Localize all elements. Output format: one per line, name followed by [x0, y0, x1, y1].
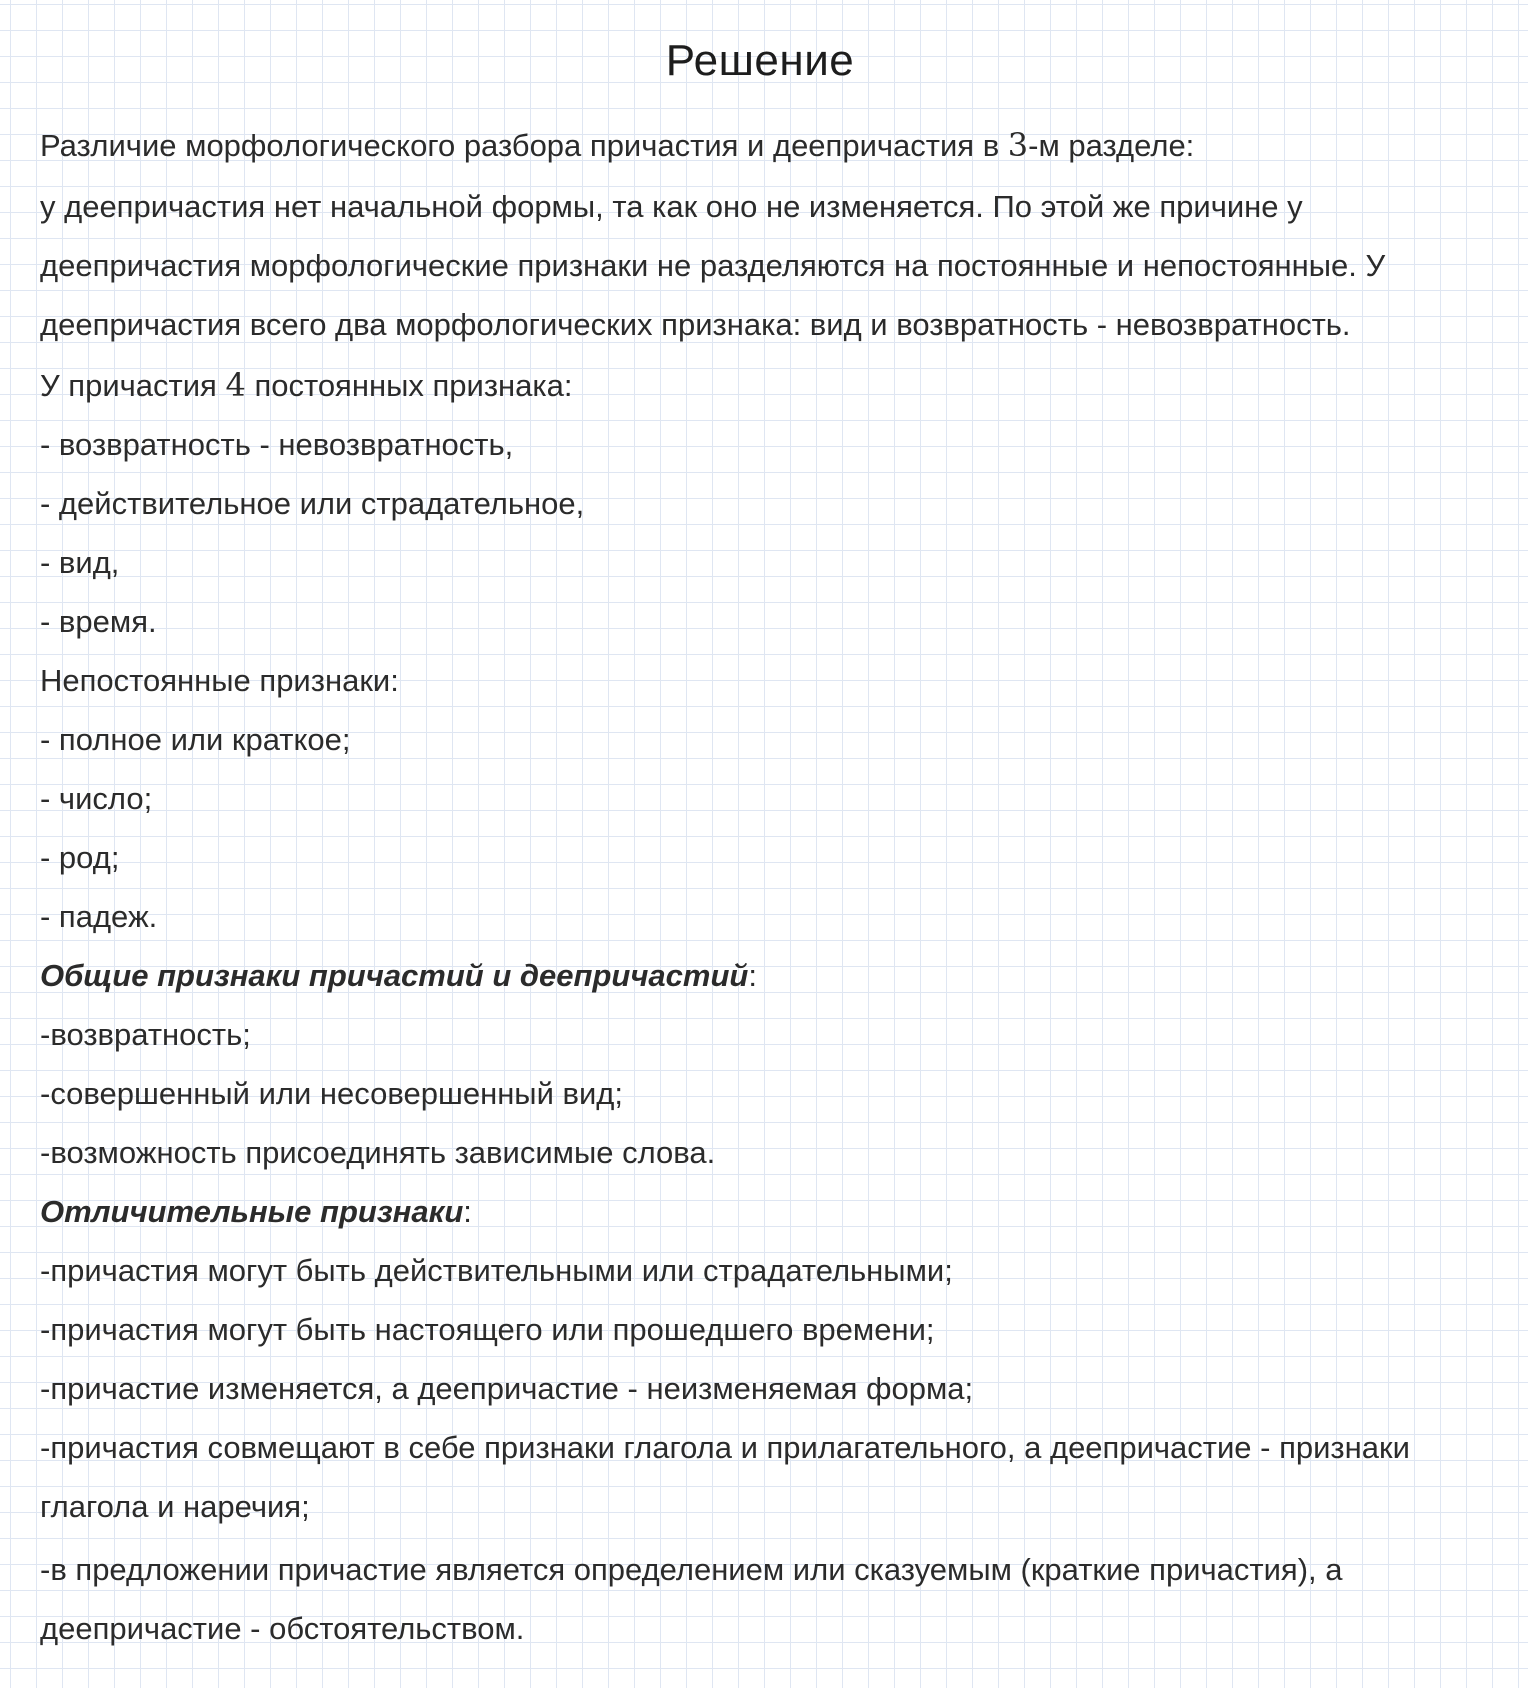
- list-item: - род;: [40, 840, 120, 875]
- list-item: -совершенный или несовершенный вид;: [40, 1076, 624, 1111]
- list-item: - полное или краткое;: [40, 722, 351, 757]
- constant-text-start: У причастия: [40, 368, 226, 403]
- page-title: Решение: [665, 36, 855, 85]
- intro-line: [40, 114, 1480, 177]
- list-item: -возвратность;: [40, 1017, 251, 1052]
- constant-text-end: постоянных признака:: [245, 368, 573, 403]
- list-item: -в предложении причастие является определением или сказуемым (краткие причастия), а деепричастие - обстоятельством.: [40, 1552, 1343, 1646]
- distinct-features-heading: [40, 1182, 1480, 1241]
- common-heading-text: Общие признаки причастий и деепричастий: [40, 958, 749, 993]
- list-item: - число;: [40, 781, 153, 816]
- list-item: -причастия могут быть действительными или страдательными;: [40, 1253, 953, 1288]
- list-item: -причастия могут быть настоящего или прошедшего времени;: [40, 1312, 935, 1347]
- list-item: - время.: [40, 604, 157, 639]
- distinct-heading-text: Отличительные признаки: [40, 1194, 464, 1229]
- list-item: - возвратность - невозвратность,: [40, 427, 514, 462]
- intro-number: 3: [1007, 126, 1029, 164]
- list-item: -причастия совмещают в себе признаки глагола и прилагательного, а деепричастие - признаки глагола и наречия;: [40, 1430, 1410, 1524]
- common-heading-colon: :: [748, 958, 757, 993]
- distinct-heading-colon: :: [463, 1194, 472, 1229]
- intro-text-start: Различие морфологического разбора причастия и деепричастия в: [40, 128, 1008, 163]
- variable-features-heading: Непостоянные признаки:: [40, 663, 399, 698]
- paragraph-gerund-features: у деепричастия нет начальной формы, та как оно не изменяется. По этой же причине у деепричастия морфологические признаки не разделяются на постоянные и непостоянные. У деепричастия всего два морфологических признака: вид и возвратность - невозвратность.: [40, 189, 1386, 342]
- list-item: -причастие изменяется, а деепричастие - неизменяемая форма;: [40, 1371, 974, 1406]
- common-features-heading: [40, 946, 1480, 1005]
- solution-sheet: [40, 0, 1480, 1658]
- constant-number: 4: [225, 366, 246, 404]
- list-item: -возможность присоединять зависимые слова.: [40, 1135, 716, 1170]
- intro-text-end: -м разделе:: [1028, 128, 1195, 163]
- list-item: - вид,: [40, 545, 120, 580]
- list-item: - действительное или страдательное,: [40, 486, 585, 521]
- list-item: - падеж.: [40, 899, 158, 934]
- constant-features-heading: [40, 356, 1480, 415]
